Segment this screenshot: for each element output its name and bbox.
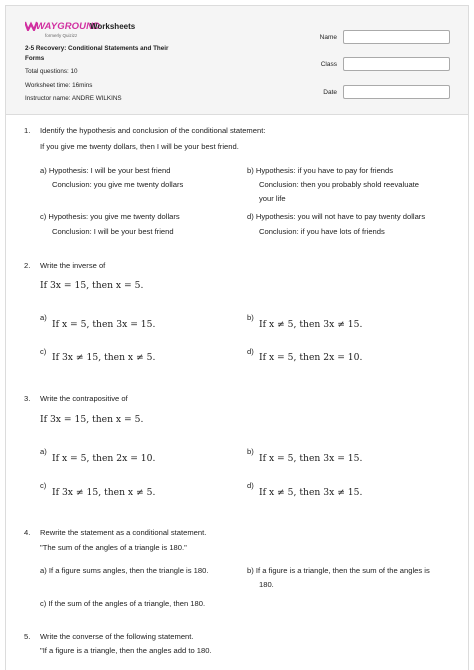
brand-name: WAYGROUND [36,21,101,32]
answer-option-b-line2: Conclusion: then you probably shold reevaluate [259,180,419,189]
question-prompt: Write the inverse of [40,261,106,270]
question-prompt: Identify the hypothesis and conclusion of the conditional statement: [40,126,266,135]
question-prompt: "If a figure is a triangle, then the angles add to 180. [40,646,212,655]
answer-option-c[interactable]: c) Hypothesis: you give me twenty dollars [40,212,180,221]
date-field[interactable] [343,85,450,99]
answer-option-c[interactable]: If 3x ≠ 15, then x ≠ 5. [52,352,156,363]
question-number: 5. [24,632,31,641]
answer-option-d[interactable]: If x ≠ 5, then 3x ≠ 15. [259,487,363,498]
date-label: Date [323,89,337,96]
answer-option-b[interactable]: b) Hypothesis: if you have to pay for friends [247,166,394,175]
class-field[interactable] [343,57,450,71]
option-letter-d: d) [247,347,254,356]
answer-option-a[interactable]: If x = 5, then 3x = 15. [52,319,156,330]
instructor-name: Instructor name: ANDRE WILKINS [25,95,122,102]
question-number: 1. [24,126,31,135]
option-letter-c: c) [40,481,47,490]
brand-formerly: formerly Quizizz [45,33,78,38]
answer-option-a[interactable]: a) If a figure sums angles, then the triangle is 180. [40,566,209,575]
math-statement: If 3x = 15, then x = 5. [40,414,144,425]
answer-option-d-line2: Conclusion: if you have lots of friends [259,227,385,236]
answer-option-a-line2: Conclusion: you give me twenty dollars [52,180,184,189]
question-prompt: Rewrite the statement as a conditional statement. [40,528,207,537]
question-number: 2. [24,261,31,270]
name-field[interactable] [343,30,450,44]
answer-option-a[interactable]: a) Hypothesis: I will be your best friend [40,166,171,175]
question-prompt: Write the contrapositive of [40,394,128,403]
option-letter-b: b) [247,313,254,322]
question-prompt: "The sum of the angles of a triangle is 180." [40,543,187,552]
option-letter-a: a) [40,447,47,456]
answer-option-b[interactable]: b) If a figure is a triangle, then the sum of the angles is [247,566,430,575]
question-prompt: If you give me twenty dollars, then I will be your best friend. [40,142,239,151]
answer-option-c-line2: Conclusion: I will be your best friend [52,227,174,236]
option-letter-c: c) [40,347,47,356]
answer-option-a[interactable]: If x = 5, then 2x = 10. [52,453,156,464]
option-letter-b: b) [247,447,254,456]
answer-option-b-line2: 180. [259,580,274,589]
math-statement: If 3x = 15, then x = 5. [40,280,144,291]
answer-option-c[interactable]: c) If the sum of the angles of a triangle, then 180. [40,599,206,608]
question-number: 3. [24,394,31,403]
header-title: Worksheets [90,22,136,31]
answer-option-b[interactable]: If x ≠ 5, then 3x ≠ 15. [259,319,363,330]
quiz-title: 2-5 Recovery: Conditional Statements and Their Forms [25,45,169,62]
name-label: Name [319,34,337,41]
answer-option-d[interactable]: If x = 5, then 2x = 10. [259,352,363,363]
answer-option-b[interactable]: If x = 5, then 3x = 15. [259,453,363,464]
worksheet-time: Worksheet time: 16mins [25,82,93,89]
total-questions: Total questions: 10 [25,68,78,75]
option-letter-a: a) [40,313,47,322]
wayground-logo [25,18,101,40]
worksheet-header [6,6,468,115]
answer-option-b-line3: your life [259,194,286,203]
class-label: Class [320,61,337,68]
answer-option-d[interactable]: d) Hypothesis: you will not have to pay twenty dollars [247,212,426,221]
question-number: 4. [24,528,31,537]
option-letter-d: d) [247,481,254,490]
question-prompt: Write the converse of the following statement. [40,632,194,641]
answer-option-c[interactable]: If 3x ≠ 15, then x ≠ 5. [52,487,156,498]
